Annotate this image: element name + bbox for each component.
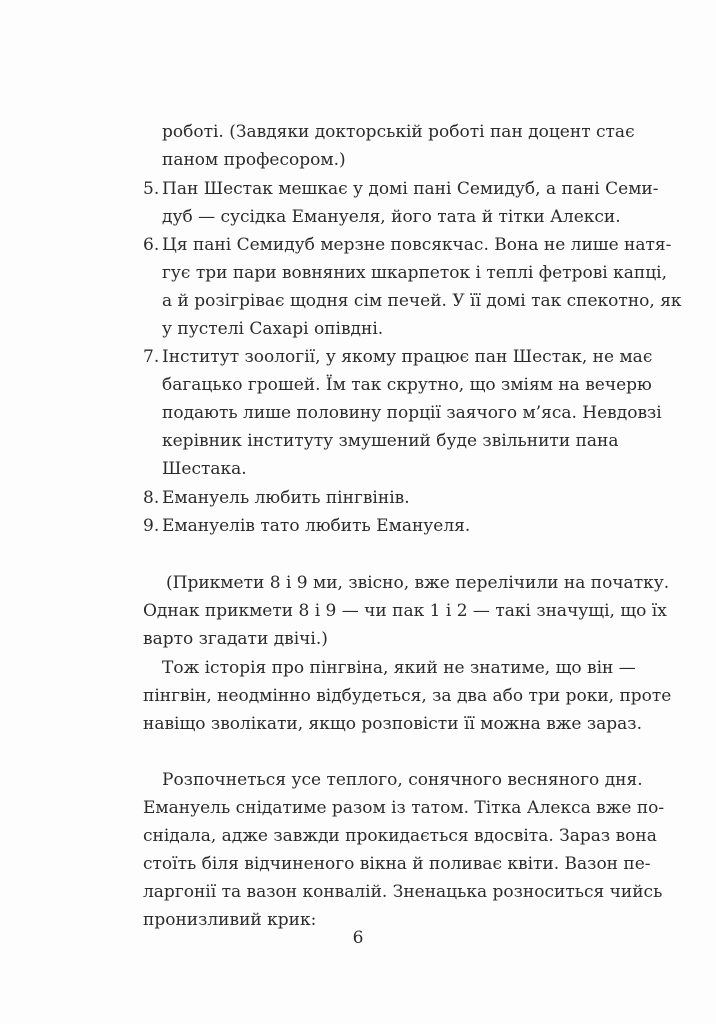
text-line: пінгвін, неодмінно відбудеться, за два або три роки, проте [143, 686, 672, 706]
text-line: у пустелі Сахарі опівдні. [162, 319, 384, 339]
text-line: Пан Шестак мешкає у домі пані Семидуб, а пані Семи- [162, 179, 659, 199]
list-number: 9. [143, 516, 160, 536]
text-line: гує три пари вовняних шкарпеток і теплі фетрові капці, [162, 263, 667, 283]
text-line: Емануель любить пінгвінів. [162, 488, 410, 508]
list-number: 8. [143, 488, 160, 508]
text-line: стоїть біля відчиненого вікна й поливає квіти. Вазон пе- [143, 854, 651, 874]
text-line: керівник інституту змушений буде звільнити пана [162, 431, 619, 451]
text-line: роботі. (Завдяки докторській роботі пан доцент стає [162, 122, 635, 142]
text-line: дуб — сусідка Емануеля, його тата й тітки Алекси. [162, 207, 621, 227]
text-line: Однак прикмети 8 і 9 — чи пак 1 і 2 — такі значущі, що їх [143, 601, 667, 621]
text-line: а й розігріває щодня сім печей. У її домі так спекотно, як [162, 291, 682, 311]
text-line: навіщо зволікати, якщо розповісти її можна вже зараз. [143, 714, 642, 734]
list-number: 7. [143, 347, 160, 367]
text-line: пронизливий крик: [143, 910, 317, 930]
text-line: паном професором.) [162, 150, 346, 170]
list-number: 6. [143, 235, 160, 255]
text-line: багацько грошей. Їм так скрутно, що зміям на вечерю [162, 375, 652, 395]
text-line: Інститут зоології, у якому працює пан Шестак, не має [162, 347, 653, 367]
text-line: варто згадати двічі.) [143, 629, 328, 649]
list-number: 5. [143, 179, 160, 199]
text-line: Ця пані Семидуб мерзне повсякчас. Вона не лише натя- [162, 235, 672, 255]
text-line: Тож історія про пінгвіна, який не знатиме, що він — [162, 658, 636, 678]
text-line: (Прикмети 8 і 9 ми, звісно, вже перелічили на початку. [166, 573, 670, 593]
text-line: снідала, адже завжди прокидається вдосвіта. Зараз вона [143, 826, 657, 846]
text-line: ларгонії та вазон конвалій. Зненацька розноситься чийсь [143, 882, 663, 902]
text-line: подають лише половину порції заячого м’яса. Невдовзі [162, 403, 662, 423]
page-number: 6 [352, 928, 364, 948]
text-line: Розпочнеться усе теплого, сонячного весняного дня. [162, 770, 643, 790]
text-line: Шестака. [162, 459, 247, 479]
text-line: Емануель снідатиме разом із татом. Тітка Алекса вже по- [143, 798, 665, 818]
text-line: Емануелів тато любить Емануеля. [162, 516, 471, 536]
